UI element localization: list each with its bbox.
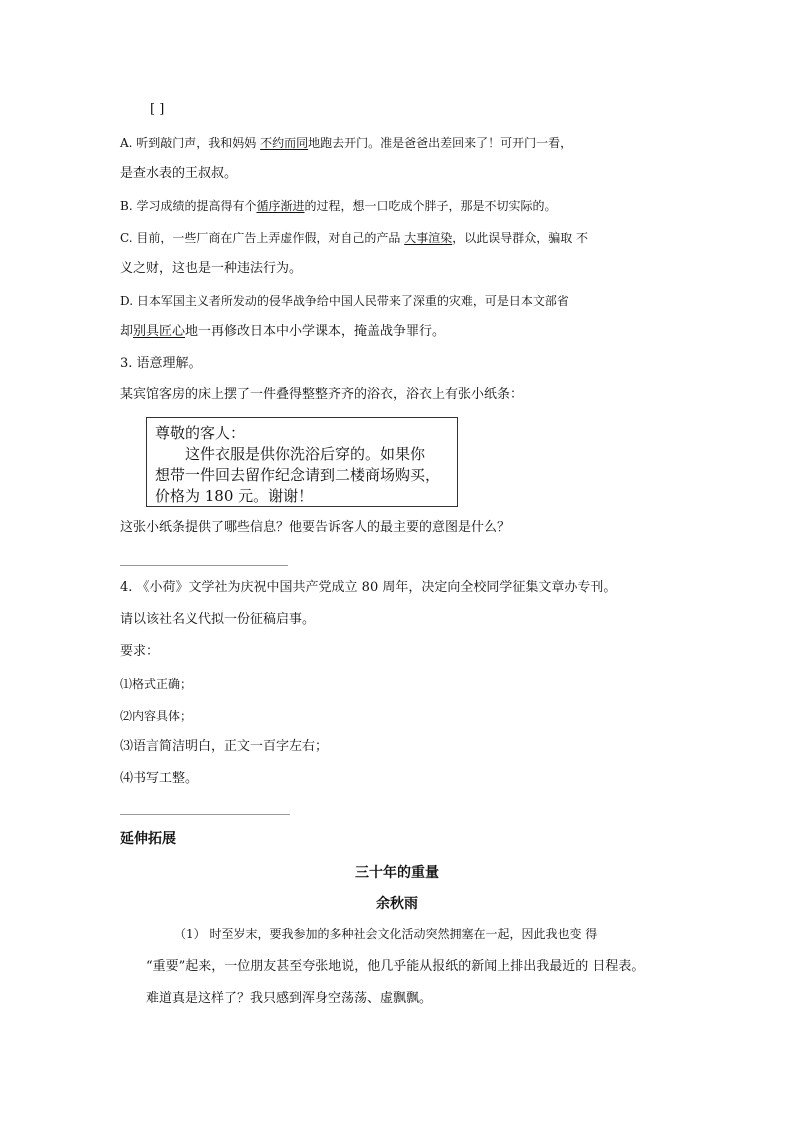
- option-a-cont: 是查水表的王叔叔。: [120, 166, 238, 181]
- requirement-item: ⑴格式正确；: [120, 677, 193, 691]
- question-3-intro: 某宾馆客房的床上摆了一件叠得整整齐齐的浴衣，浴衣上有张小纸条：: [120, 387, 524, 402]
- article-paragraph: 难道真是这样了？我只感到浑身空荡荡、虚飘飘。: [146, 991, 433, 1006]
- option-c: C. 目前，一些厂商在广告上弄虚作假，对自己的产品 大事渲染，以此误导群众，骗取 不: [120, 231, 589, 245]
- question-3-prompt: 这张小纸条提供了哪些信息？他要告诉客人的最主要的意图是什么？: [120, 520, 511, 535]
- note-box: [146, 417, 458, 507]
- note-line: 想带一件回去留作纪念请到二楼商场购买，: [155, 466, 441, 484]
- article-paragraph: （1） 时至岁末，要我参加的多种社会文化活动突然拥塞在一起，因此我也变 得: [174, 927, 598, 941]
- option-c-cont: 义之财，这也是一种违法行为。: [120, 261, 303, 276]
- answer-line: [120, 814, 290, 815]
- question-3-title: 3. 语意理解。: [120, 356, 202, 371]
- answer-bracket: [ ]: [150, 102, 165, 117]
- option-b: B. 学习成绩的提高得有个循序渐进的过程，想一口吃成个胖子，那是不切实际的。: [120, 199, 557, 213]
- question-4-line2: 请以该社名义代拟一份征稿启事。: [120, 612, 316, 627]
- option-d: D. 日本军国主义者所发动的侵华战争给中国人民带来了深重的灾难，可是日本文部省: [120, 294, 569, 308]
- article-author: 余秋雨: [376, 896, 418, 912]
- requirement-item: ⑶语言简洁明白，正文一百字左右；: [120, 739, 329, 754]
- note-line: 这件衣服是供你洗浴后穿的。如果你: [185, 445, 426, 463]
- requirement-item: ⑵内容具体；: [120, 709, 193, 723]
- article-title: 三十年的重量: [355, 865, 439, 881]
- requirement-item: ⑷书写工整。: [120, 771, 199, 786]
- answer-line: [120, 565, 288, 566]
- section-heading: 延伸拓展: [120, 831, 176, 847]
- question-4-title: 4. 《小荷》文学社为庆祝中国共产党成立 80 周年，决定向全校同学征集文章办专刊。: [120, 580, 617, 595]
- article-paragraph: “重要”起来，一位朋友甚至夸张地说，他几乎能从报纸的新闻上排出我最近的 日程表。: [146, 959, 645, 974]
- option-a: A. 听到敲门声，我和妈妈 不约而同地跑去开门。准是爸爸出差回来了！可开门一看，: [120, 136, 573, 150]
- requirements-label: 要求：: [120, 644, 160, 659]
- note-line: 尊敬的客人：: [155, 424, 246, 442]
- option-d-cont: 却别具匠心地一再修改日本中小学课本，掩盖战争罪行。: [120, 324, 446, 339]
- note-line: 价格为 180 元。谢谢！: [155, 487, 314, 505]
